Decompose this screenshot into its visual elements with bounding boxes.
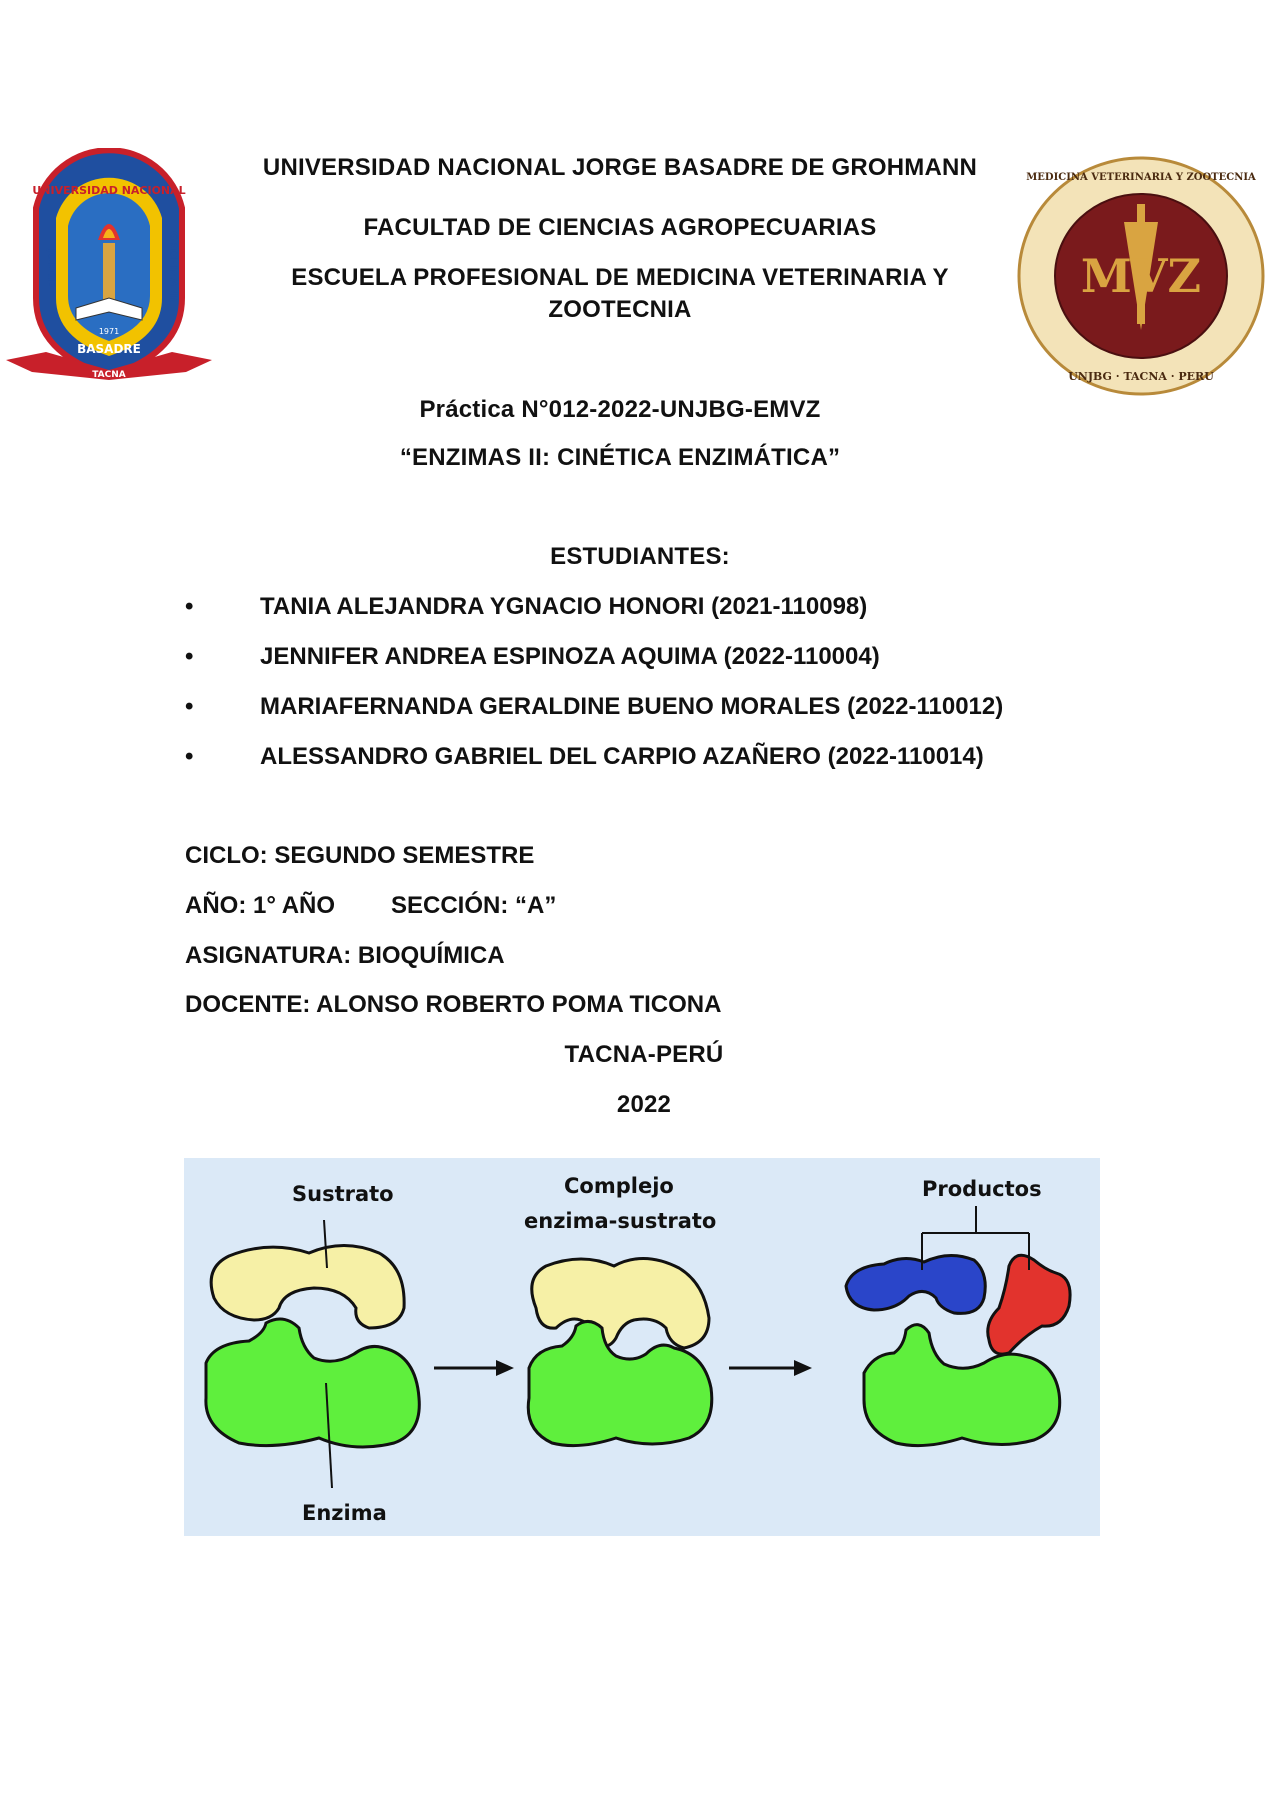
product-red-shape [988,1255,1070,1354]
logo-left-bottom-text: BASADRE [77,342,141,356]
info-seccion: SECCIÓN: “A” [391,892,557,919]
student-name: JENNIFER ANDREA ESPINOZA AQUIMA (2022-110004) [260,643,880,670]
info-docente: DOCENTE: ALONSO ROBERTO POMA TICONA [185,991,722,1018]
footer-place: TACNA-PERÚ [564,1041,724,1068]
complex-substrate-shape [532,1258,709,1348]
enzyme-substrate-diagram [184,1158,1100,1536]
info-anio: AÑO: 1° AÑO [185,892,336,919]
student-name: TANIA ALEJANDRA YGNACIO HONORI (2021-110098) [260,593,868,620]
logo-right-ring-text: MEDICINA VETERINARIA Y ZOOTECNIA [1026,172,1256,183]
label-products: Productos [922,1177,1042,1201]
logo-left-side-left: JORGE [45,248,58,288]
info-ciclo: CICLO: SEGUNDO SEMESTRE [185,842,535,869]
arrow-right-icon [794,1360,812,1376]
practice-topic: “ENZIMAS II: CINÉTICA ENZIMÁTICA” [399,444,841,471]
logo-left-side-right: GROHMANN [167,231,180,305]
logo-left-year: 1971 [98,327,120,336]
info-asignatura: ASIGNATURA: BIOQUÍMICA [185,942,505,969]
school-name-line1: ESCUELA PROFESIONAL DE MEDICINA VETERINARIA Y [291,264,949,291]
label-complex-1: Complejo [564,1174,674,1198]
bullet: • [185,643,194,670]
enzyme-shape [206,1319,419,1447]
university-logo [6,148,212,384]
label-complex-2: enzima-sustrato [524,1209,717,1233]
substrate-shape [211,1246,404,1329]
label-enzyme: Enzima [302,1501,387,1525]
footer-year: 2022 [616,1091,672,1118]
label-substrate: Sustrato [292,1182,394,1206]
student-name: MARIAFERNANDA GERALDINE BUENO MORALES (2022-110012) [260,693,1004,720]
logo-right-bottom-text: UNJBG · TACNA · PERU [1068,370,1214,383]
logo-left-ring-text: UNIVERSIDAD NACIONAL [32,184,186,197]
logo-left-ribbon-text: TACNA [92,370,126,380]
bullet: • [185,743,194,770]
bullet: • [185,593,194,620]
faculty-logo [1014,152,1268,400]
product-blue-shape [846,1255,985,1313]
university-name: UNIVERSIDAD NACIONAL JORGE BASADRE DE GROHMANN [262,154,978,181]
practice-number: Práctica N°012-2022-UNJBG-EMVZ [419,396,821,423]
faculty-name: FACULTAD DE CIENCIAS AGROPECUARIAS [363,214,877,241]
student-name: ALESSANDRO GABRIEL DEL CARPIO AZAÑERO (2022-110014) [260,743,984,770]
school-name-line2: ZOOTECNIA [548,296,692,323]
bullet: • [185,693,194,720]
logo-right-center-text: MVZ [1080,249,1202,303]
arrow-right-icon [496,1360,514,1376]
product-enzyme-shape [864,1325,1060,1446]
students-heading: ESTUDIANTES: [550,543,730,570]
